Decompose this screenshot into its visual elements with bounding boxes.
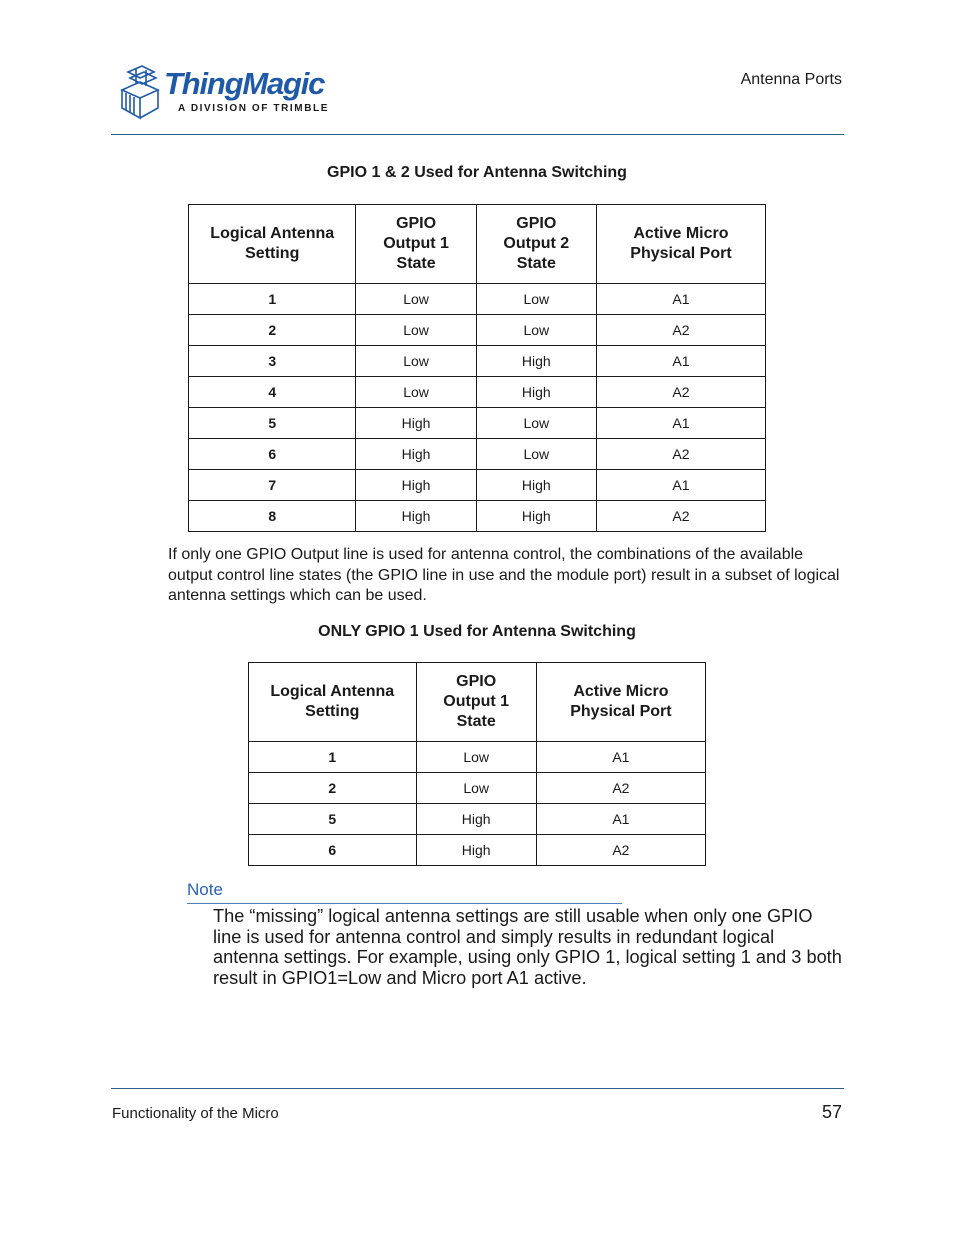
value-cell: A2 xyxy=(536,773,705,804)
table-row xyxy=(189,470,766,501)
value-cell: High xyxy=(356,470,476,501)
value-cell: A2 xyxy=(596,501,765,532)
setting-cell: 2 xyxy=(249,773,417,804)
note-label: Note xyxy=(187,880,223,899)
setting-cell: 6 xyxy=(249,835,417,866)
section-title: Antenna Ports xyxy=(740,71,842,88)
table-row xyxy=(189,346,766,377)
antenna-switching-table-gpio1-2 xyxy=(188,204,766,532)
table1-caption: GPIO 1 & 2 Used for Antenna Switching xyxy=(327,164,627,181)
value-cell: A2 xyxy=(596,315,765,346)
value-cell: High xyxy=(476,470,596,501)
note-text: The “missing” logical antenna settings are still usable when only one GPIO line is used for antenna control and simply results in redundant logical antenna settings. For example, using only GPIO 1, logical setting 1 and 3 both result in GPIO1=Low and Micro port A1 active. xyxy=(213,906,842,988)
setting-cell: 5 xyxy=(249,804,417,835)
setting-cell: 1 xyxy=(249,742,417,773)
value-cell: Low xyxy=(476,439,596,470)
value-cell: High xyxy=(416,835,536,866)
header-cell: GPIO Output 1 State xyxy=(416,663,536,742)
table-row xyxy=(189,377,766,408)
value-cell: High xyxy=(356,501,476,532)
antenna-switching-table-gpio1-only xyxy=(248,662,706,866)
table-row xyxy=(249,773,706,804)
value-cell: Low xyxy=(476,408,596,439)
value-cell: Low xyxy=(356,346,476,377)
value-cell: High xyxy=(416,804,536,835)
logo-mark-icon xyxy=(116,62,164,124)
setting-cell: 4 xyxy=(189,377,356,408)
header-cell: Active Micro Physical Port xyxy=(536,663,705,742)
table-row xyxy=(189,284,766,315)
value-cell: High xyxy=(476,346,596,377)
setting-cell: 7 xyxy=(189,470,356,501)
brand-name: ThingMagic xyxy=(164,66,325,101)
table-row xyxy=(249,804,706,835)
header-rule xyxy=(111,134,844,135)
body-paragraph: If only one GPIO Output line is used for antenna control, the combinations of the available output control line states (the GPIO line in use and the module port) result in a subset of logical antenna settings which can be used. xyxy=(168,546,840,604)
value-cell: A1 xyxy=(596,470,765,501)
value-cell: A2 xyxy=(536,835,705,866)
value-cell: A1 xyxy=(536,804,705,835)
value-cell: Low xyxy=(416,742,536,773)
value-cell: A1 xyxy=(596,346,765,377)
setting-cell: 5 xyxy=(189,408,356,439)
value-cell: High xyxy=(356,408,476,439)
table-row xyxy=(249,835,706,866)
value-cell: Low xyxy=(356,284,476,315)
setting-cell: 8 xyxy=(189,501,356,532)
value-cell: A1 xyxy=(536,742,705,773)
setting-cell: 1 xyxy=(189,284,356,315)
table-row xyxy=(189,501,766,532)
value-cell: High xyxy=(356,439,476,470)
value-cell: High xyxy=(476,501,596,532)
value-cell: Low xyxy=(356,377,476,408)
value-cell: A1 xyxy=(596,284,765,315)
table-header-row xyxy=(249,663,706,742)
footer-chapter: Functionality of the Micro xyxy=(112,1105,279,1122)
header-cell: Logical Antenna Setting xyxy=(249,663,417,742)
value-cell: Low xyxy=(476,284,596,315)
table-header-row xyxy=(189,205,766,284)
header-cell: GPIO Output 2 State xyxy=(476,205,596,284)
value-cell: Low xyxy=(416,773,536,804)
table-row xyxy=(189,408,766,439)
header-cell: GPIO Output 1 State xyxy=(356,205,476,284)
brand-tagline: A DIVISION OF TRIMBLE xyxy=(178,103,330,114)
value-cell: A1 xyxy=(596,408,765,439)
value-cell: A2 xyxy=(596,439,765,470)
value-cell: High xyxy=(476,377,596,408)
table-row xyxy=(249,742,706,773)
note-rule xyxy=(187,903,622,904)
header-cell: Active Micro Physical Port xyxy=(596,205,765,284)
setting-cell: 2 xyxy=(189,315,356,346)
value-cell: A2 xyxy=(596,377,765,408)
setting-cell: 3 xyxy=(189,346,356,377)
thingmagic-logo xyxy=(116,62,336,124)
footer-rule xyxy=(111,1088,844,1089)
value-cell: Low xyxy=(476,315,596,346)
table-row xyxy=(189,315,766,346)
header-cell: Logical Antenna Setting xyxy=(189,205,356,284)
page-number: 57 xyxy=(821,1102,842,1122)
value-cell: Low xyxy=(356,315,476,346)
setting-cell: 6 xyxy=(189,439,356,470)
table2-caption: ONLY GPIO 1 Used for Antenna Switching xyxy=(318,623,636,640)
table-row xyxy=(189,439,766,470)
